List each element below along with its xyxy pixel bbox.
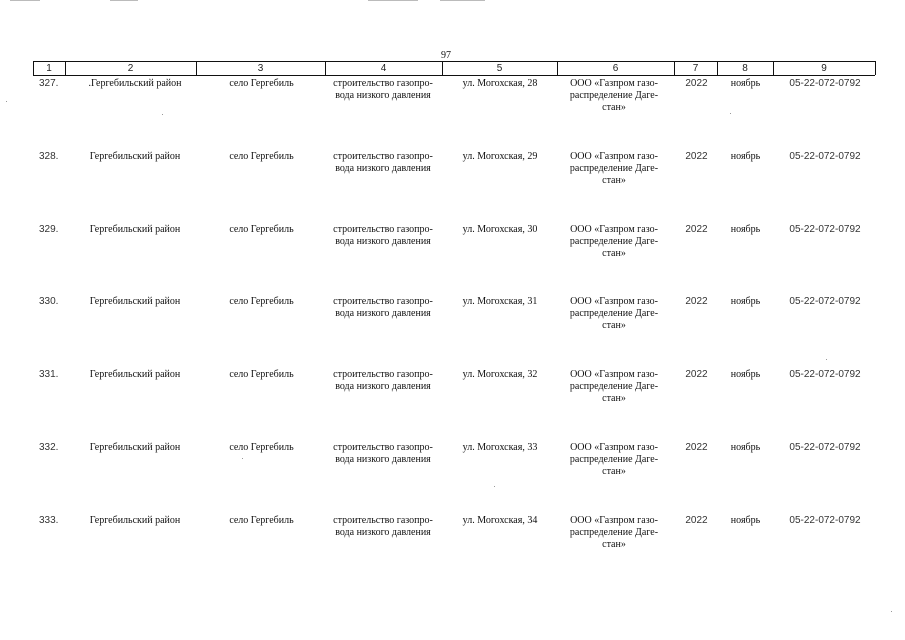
district: Гергебильский район [89, 151, 181, 162]
settlement: село Гергебиль [229, 78, 294, 89]
code: 05-22-072-0792 [789, 296, 861, 307]
scan-mark [10, 0, 40, 1]
district: Гергебильский район [89, 442, 181, 453]
table-row [33, 515, 875, 575]
row-number: 331. [39, 369, 59, 380]
settlement: село Гергебиль [229, 296, 294, 307]
scan-speck [730, 113, 731, 114]
month: ноябрь [730, 515, 761, 526]
row-number: 333. [39, 515, 59, 526]
header-col-8: 8 [742, 63, 748, 74]
settlement: село Гергебиль [229, 224, 294, 235]
month: ноябрь [730, 224, 761, 235]
work-description: строительство газопро- вода низкого давления [333, 369, 433, 392]
scan-mark [110, 0, 138, 1]
settlement: село Гергебиль [229, 515, 294, 526]
organization: ООО «Газпром газо- распределение Даге- стан» [569, 296, 659, 331]
scan-speck [826, 359, 827, 360]
address: ул. Могохская, 29 [462, 151, 538, 162]
scan-speck [162, 114, 163, 115]
scan-speck [242, 458, 243, 459]
code: 05-22-072-0792 [789, 442, 861, 453]
table-row [33, 151, 875, 211]
header-col-4: 4 [380, 63, 387, 74]
organization: ООО «Газпром газо- распределение Даге- стан» [569, 442, 659, 477]
code: 05-22-072-0792 [789, 369, 861, 380]
row-number: 327. [39, 78, 59, 89]
address: ул. Могохская, 34 [462, 515, 538, 526]
month: ноябрь [730, 151, 761, 162]
page-number: 97 [441, 50, 451, 61]
scan-mark [440, 0, 485, 1]
work-description: строительство газопро- вода низкого давления [333, 515, 433, 538]
header-col-2: 2 [127, 63, 134, 74]
scan-mark [368, 0, 418, 1]
row-number: 330. [39, 296, 59, 307]
address: ул. Могохская, 28 [462, 78, 538, 89]
month: ноябрь [730, 296, 761, 307]
organization: ООО «Газпром газо- распределение Даге- стан» [569, 369, 659, 404]
address: ул. Могохская, 30 [462, 224, 538, 235]
organization: ООО «Газпром газо- распределение Даге- стан» [569, 515, 659, 550]
district: .Гергебильский район [88, 78, 182, 89]
district: Гергебильский район [89, 369, 181, 380]
address: ул. Могохская, 31 [462, 296, 538, 307]
header-col-3: 3 [257, 63, 264, 74]
table-row [33, 369, 875, 429]
table-row [33, 78, 875, 138]
row-number: 329. [39, 224, 59, 235]
address: ул. Могохская, 33 [462, 442, 538, 453]
month: ноябрь [730, 442, 761, 453]
month: ноябрь [730, 369, 761, 380]
scan-speck [494, 486, 495, 487]
code: 05-22-072-0792 [789, 78, 861, 89]
settlement: село Гергебиль [229, 442, 294, 453]
year: 2022 [685, 78, 708, 89]
district: Гергебильский район [89, 296, 181, 307]
code: 05-22-072-0792 [789, 151, 861, 162]
header-col-6: 6 [612, 63, 619, 74]
scan-speck [891, 611, 892, 612]
header-col-7: 7 [692, 63, 699, 74]
district: Гергебильский район [89, 515, 181, 526]
organization: ООО «Газпром газо- распределение Даге- стан» [569, 151, 659, 186]
table-row [33, 224, 875, 284]
work-description: строительство газопро- вода низкого давления [333, 442, 433, 465]
year: 2022 [685, 296, 708, 307]
header-col-9: 9 [821, 63, 827, 74]
year: 2022 [685, 224, 708, 235]
table-row [33, 296, 875, 356]
year: 2022 [685, 151, 708, 162]
year: 2022 [685, 515, 708, 526]
scan-speck [6, 101, 7, 102]
work-description: строительство газопро- вода низкого давления [333, 224, 433, 247]
work-description: строительство газопро- вода низкого давления [333, 151, 433, 174]
settlement: село Гергебиль [229, 151, 294, 162]
table-row [33, 442, 875, 502]
work-description: строительство газопро- вода низкого давления [333, 296, 433, 319]
header-col-1: 1 [46, 63, 52, 74]
settlement: село Гергебиль [229, 369, 294, 380]
year: 2022 [685, 442, 708, 453]
header-col-5: 5 [496, 63, 503, 74]
organization: ООО «Газпром газо- распределение Даге- стан» [569, 78, 659, 113]
work-description: строительство газопро- вода низкого давления [333, 78, 433, 101]
row-number: 328. [39, 151, 59, 162]
year: 2022 [685, 369, 708, 380]
address: ул. Могохская, 32 [462, 369, 538, 380]
code: 05-22-072-0792 [789, 224, 861, 235]
code: 05-22-072-0792 [789, 515, 861, 526]
organization: ООО «Газпром газо- распределение Даге- стан» [569, 224, 659, 259]
row-number: 332. [39, 442, 59, 453]
month: ноябрь [730, 78, 761, 89]
district: Гергебильский район [89, 224, 181, 235]
